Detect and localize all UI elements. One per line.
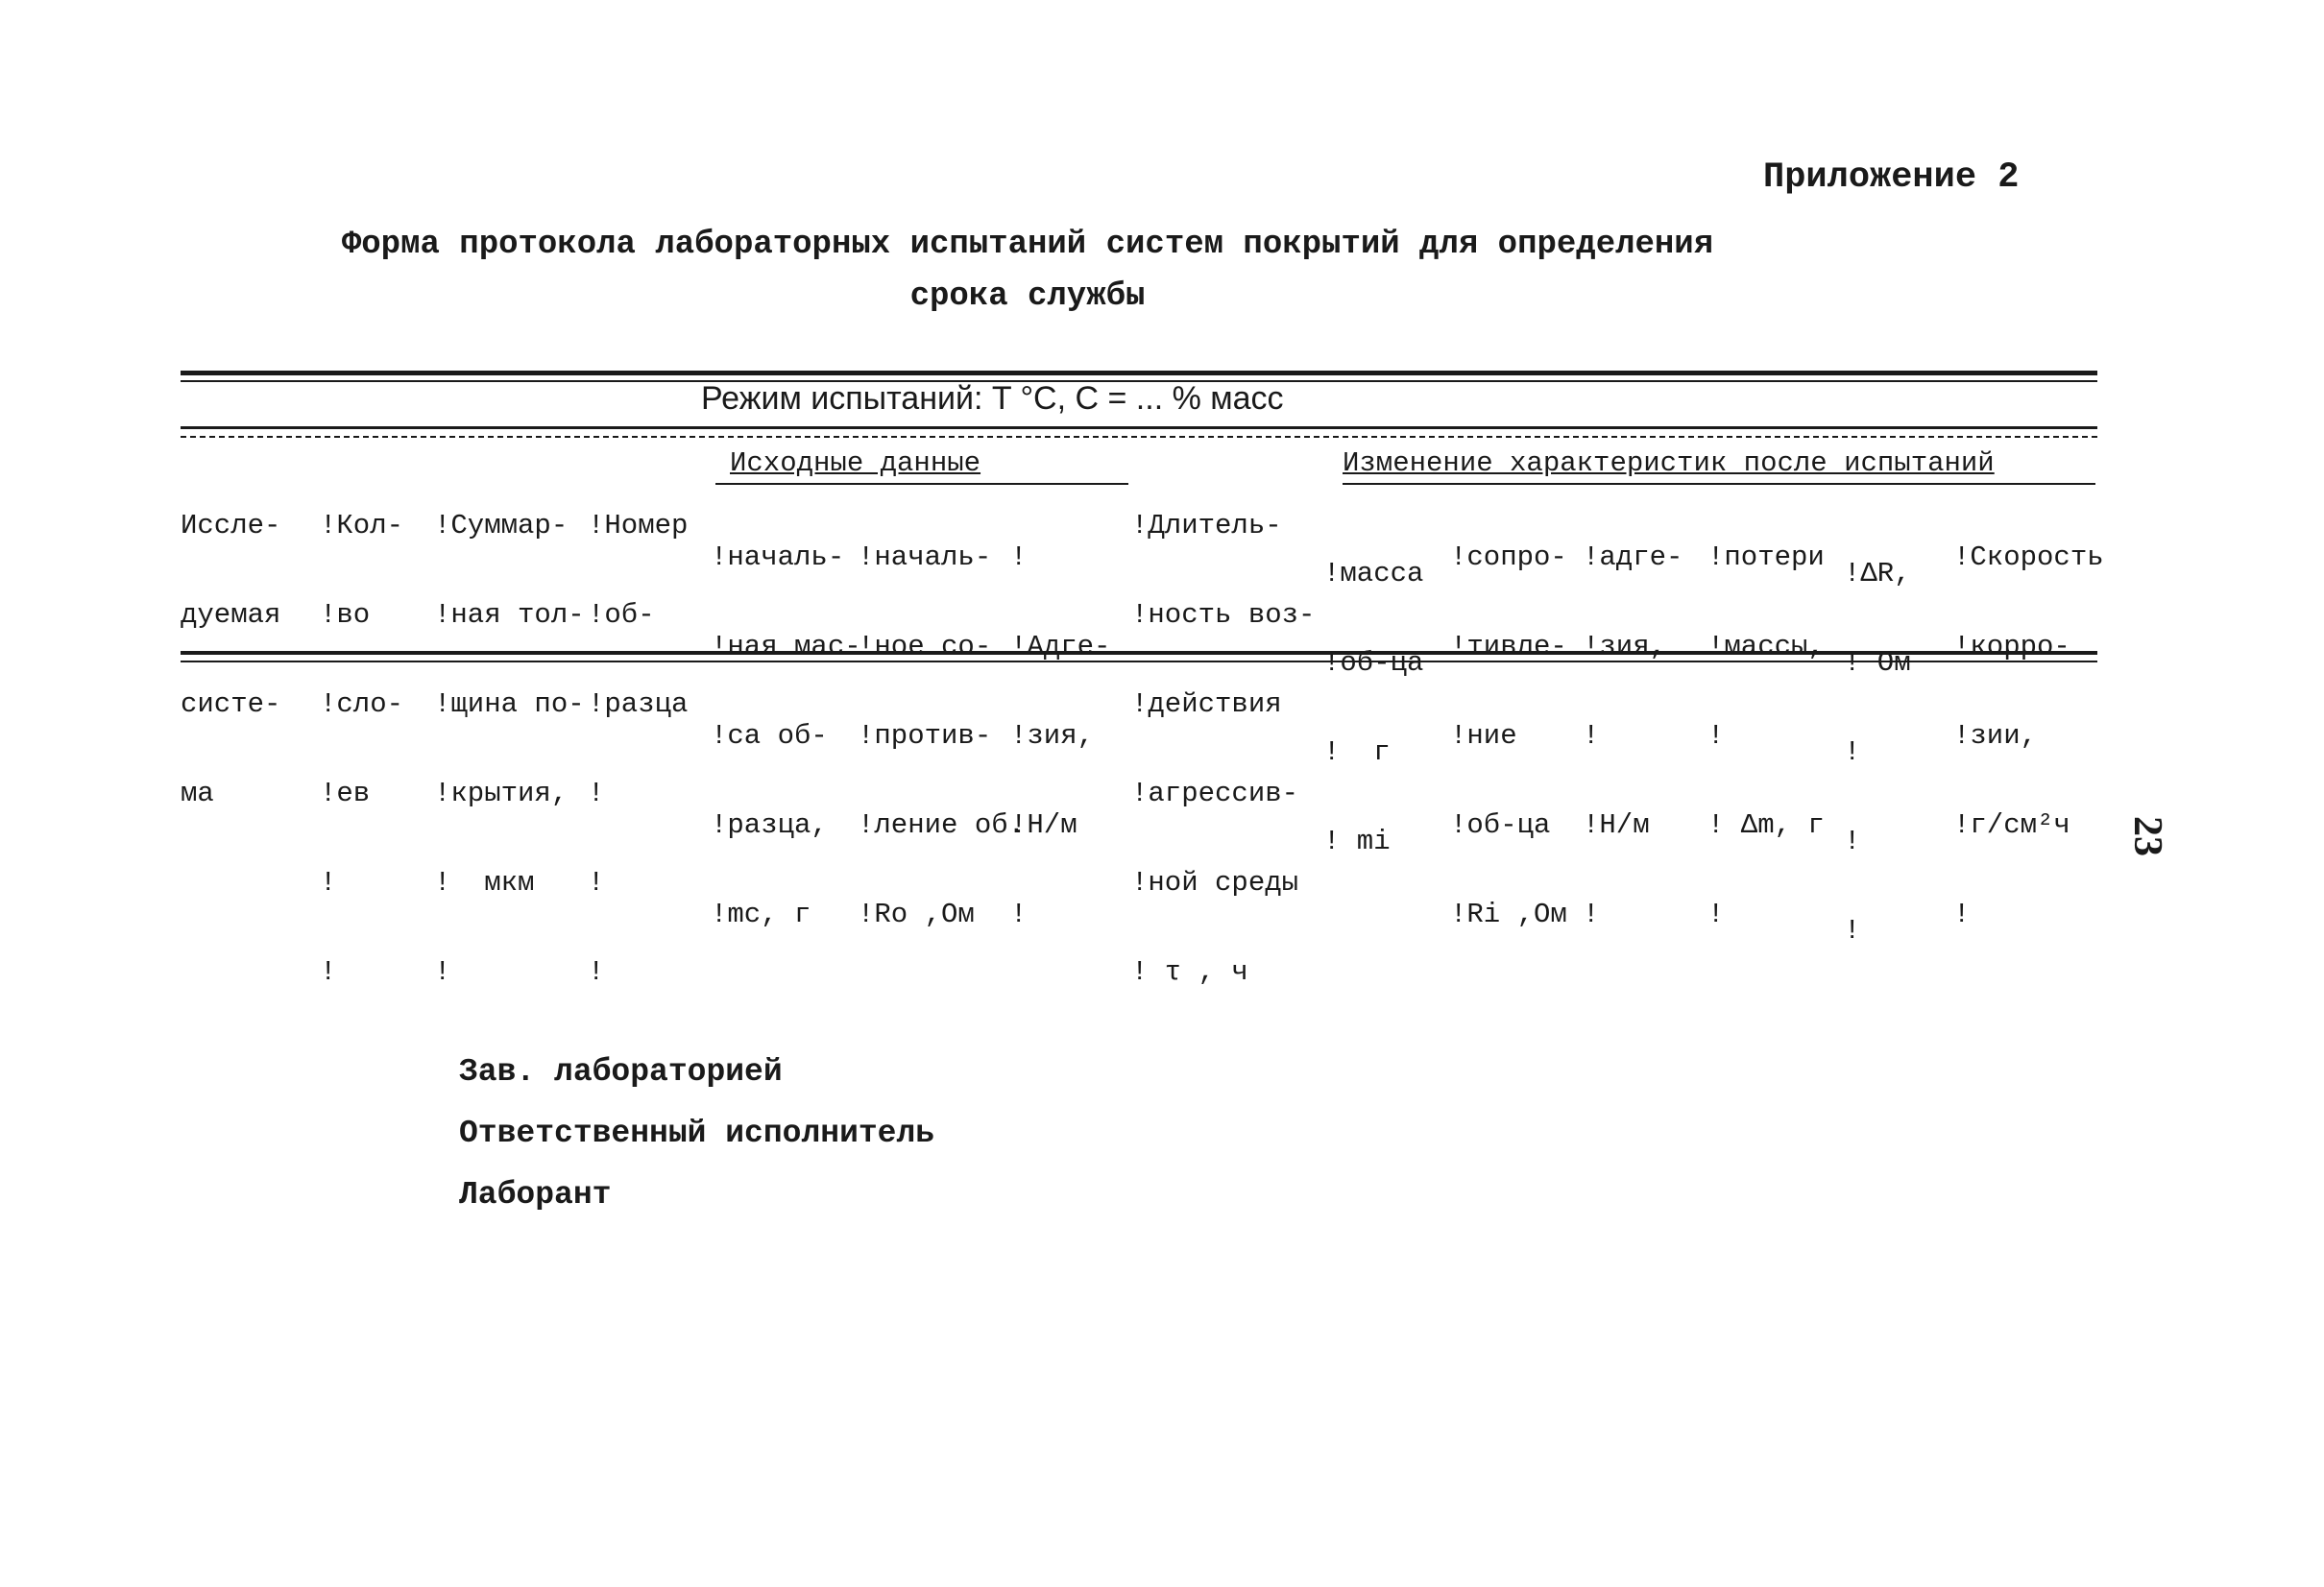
column-line: дуемая bbox=[181, 599, 281, 631]
column-line: ! bbox=[1010, 541, 1028, 573]
column-initial-mass bbox=[711, 483, 861, 989]
column-line: !ление об. bbox=[858, 809, 1026, 841]
page-number: 23 bbox=[2125, 816, 2169, 856]
column-line: ! bbox=[434, 956, 451, 988]
group-header-initial-data: Исходные данные bbox=[730, 447, 981, 479]
column-line: ! bbox=[1707, 720, 1725, 752]
column-line: ! bbox=[1583, 720, 1600, 752]
column-layer-count bbox=[320, 451, 403, 1046]
column-line: !об-ца bbox=[1450, 809, 1551, 841]
column-line: ! bbox=[1707, 899, 1725, 930]
column-line: !действия bbox=[1131, 688, 1282, 720]
column-line: !Н/м bbox=[1010, 809, 1077, 841]
column-line: !ΔR, bbox=[1844, 558, 1911, 589]
column-line: Иссле- bbox=[181, 510, 281, 541]
column-line: ! bbox=[1844, 826, 1861, 857]
column-line: !ной среды bbox=[1131, 867, 1299, 899]
column-system bbox=[181, 451, 280, 868]
column-line: !зия, bbox=[1010, 720, 1095, 752]
column-line: ! bbox=[588, 956, 605, 988]
signature-head-of-lab: Зав. лабораторией bbox=[459, 1054, 783, 1090]
column-line: !разца bbox=[588, 688, 689, 720]
column-line: !Кол- bbox=[320, 510, 404, 541]
column-line: ! bbox=[320, 956, 337, 988]
column-corrosion-rate bbox=[1953, 483, 2104, 989]
signature-executor: Ответственный исполнитель bbox=[459, 1116, 935, 1151]
column-line: !об-ца bbox=[1323, 647, 1424, 679]
column-line: !началь- bbox=[711, 541, 845, 573]
column-line: !корро- bbox=[1953, 631, 2070, 662]
column-line: !массы, bbox=[1707, 631, 1825, 662]
column-line: ! bbox=[1010, 899, 1028, 930]
column-line: ! Δm, г bbox=[1707, 809, 1825, 841]
column-line: !ная мас- bbox=[711, 631, 861, 662]
document-title-line-2: срока службы bbox=[909, 278, 1146, 315]
column-initial-adhesion bbox=[1010, 483, 1110, 989]
column-line: !Rо ,Ом bbox=[858, 899, 975, 930]
column-line: !ев bbox=[320, 778, 371, 809]
table-bottom-rule bbox=[181, 651, 2097, 655]
column-line: !против- bbox=[858, 720, 992, 752]
column-line: ! mi bbox=[1323, 826, 1391, 857]
column-line: !зия, bbox=[1583, 631, 1667, 662]
column-line: !потери bbox=[1707, 541, 1825, 573]
column-line: ! bbox=[1844, 736, 1861, 768]
column-line: !щина по- bbox=[434, 688, 585, 720]
column-line: систе- bbox=[181, 688, 281, 720]
column-line: ! bbox=[320, 867, 337, 899]
column-line: !г/см²ч bbox=[1953, 809, 2070, 841]
column-line: ! bbox=[1953, 899, 1971, 930]
column-line: !Ri ,Ом bbox=[1450, 899, 1567, 930]
column-line: !началь- bbox=[858, 541, 992, 573]
column-line: ! bbox=[588, 778, 605, 809]
column-initial-resistance bbox=[858, 483, 1025, 989]
table-bottom-rule-thin bbox=[181, 661, 2097, 662]
column-line: !ние bbox=[1450, 720, 1517, 752]
column-line: !во bbox=[320, 599, 371, 631]
column-line: !mс, г bbox=[711, 899, 811, 930]
appendix-label: Приложение 2 bbox=[1763, 157, 2020, 198]
column-line: ! bbox=[1844, 915, 1861, 947]
column-exposure-duration bbox=[1131, 451, 1315, 1046]
column-line: !крытия, bbox=[434, 778, 569, 809]
column-line: !Длитель- bbox=[1131, 510, 1282, 541]
column-line: !адге- bbox=[1583, 541, 1683, 573]
column-sample-resistance bbox=[1450, 483, 1567, 989]
column-line: !разца, bbox=[711, 809, 828, 841]
column-line: !ная тол- bbox=[434, 599, 585, 631]
column-line: !сло- bbox=[320, 688, 404, 720]
group-header-changes-after-test: Изменение характеристик после испытаний bbox=[1343, 447, 1995, 479]
column-line: !Скорость bbox=[1953, 541, 2104, 573]
column-line: !Суммар- bbox=[434, 510, 569, 541]
column-sample-number bbox=[588, 451, 688, 1046]
column-resistance-change bbox=[1844, 499, 1911, 1005]
column-line: ! bbox=[1583, 899, 1600, 930]
column-line: ! г bbox=[1323, 736, 1391, 768]
column-line: !агрессив- bbox=[1131, 778, 1299, 809]
column-line: ! мкм bbox=[434, 867, 535, 899]
column-sample-mass bbox=[1323, 499, 1423, 916]
mode-row-bottom-rule bbox=[181, 426, 2097, 429]
column-line: ! τ , ч bbox=[1131, 956, 1248, 988]
column-line: !ность воз- bbox=[1131, 599, 1316, 631]
column-line: !са об- bbox=[711, 720, 828, 752]
column-line: !Адге- bbox=[1010, 631, 1111, 662]
column-line: !масса bbox=[1323, 558, 1424, 589]
signature-assistant: Лаборант bbox=[459, 1177, 612, 1213]
column-line: !Н/м bbox=[1583, 809, 1650, 841]
column-adhesion-after bbox=[1583, 483, 1682, 989]
column-line: ! bbox=[588, 867, 605, 899]
column-line: ! Ом bbox=[1844, 647, 1911, 679]
table-top-rule bbox=[181, 371, 2097, 375]
column-line: !Номер bbox=[588, 510, 689, 541]
column-line: !сопро- bbox=[1450, 541, 1567, 573]
column-line: !тивле- bbox=[1450, 631, 1567, 662]
column-line: ма bbox=[181, 778, 214, 809]
column-mass-loss bbox=[1707, 483, 1825, 989]
column-line: !об- bbox=[588, 599, 655, 631]
column-line: !зии, bbox=[1953, 720, 2038, 752]
column-coating-thickness bbox=[434, 451, 585, 1046]
mode-row-dashed-rule bbox=[181, 436, 2097, 438]
column-line: !ное со- bbox=[858, 631, 992, 662]
document-title: Форма протокола лабораторных испытаний систем покрытий для определения bbox=[341, 227, 1714, 263]
test-mode-row: Режим испытаний: T °C, C = ... % масс bbox=[701, 380, 1284, 417]
